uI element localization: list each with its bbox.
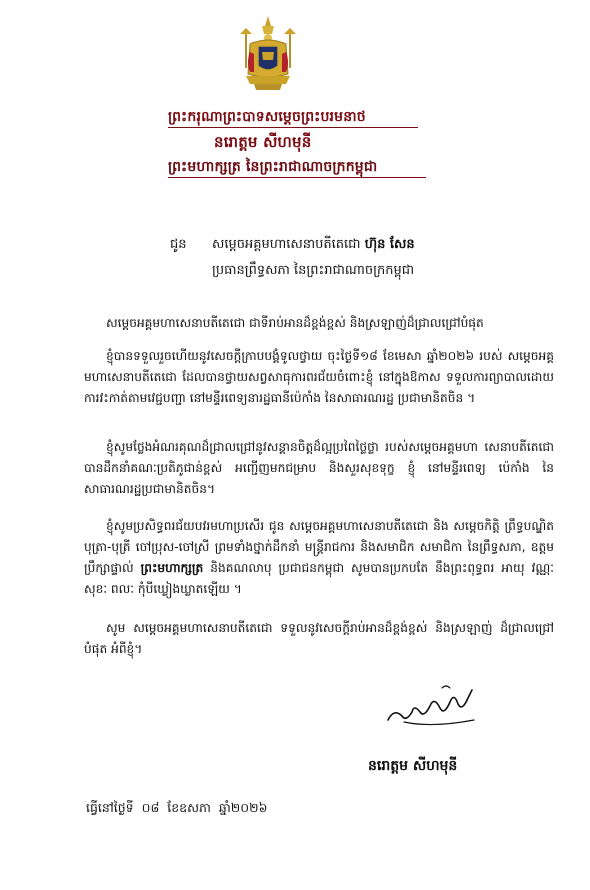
body-paragraph-2: ខ្ញុំសូមថ្លែងអំណរគុណដ៏ជ្រាលជ្រៅនូវសន្ដានចិត្តដ៏ល្អប្រពៃថ្លៃថ្លា របស់សម្ដេចអគ្គមហា សេនាបតីតេជោ បានដឹកនាំគណៈប្រតិភូជាន់ខ្ពស់ អញ្ជើញមកជម្រាប និងសួរសុខទុក្ខ ខ្ញុំ នៅមន្ទីរពេទ្យ ប៉េកាំង នៃសាធារណរដ្ឋប្រជាមានិតចិន។ [84, 440, 554, 496]
recipient-name-prefix: សម្ដេចអគ្គមហាសេនាបតីតេជោ [212, 237, 361, 252]
header-underline [168, 177, 426, 178]
closing-paragraph: សូម សម្ដេចអគ្គមហាសេនាបតីតេជោ ទទួលនូវសេចក្ដីរាប់អានដ៏ខ្ពង់ខ្ពស់ និងស្រឡាញ់ ដ៏ជ្រាលជ្រៅបំផុត អំពីខ្ញុំ។ [84, 621, 554, 656]
king-name: នរោត្ដម សីហមុនី [214, 133, 312, 151]
recipient-name [212, 236, 415, 255]
body-paragraph-1: ខ្ញុំបានទទួលរួចហើយនូវសេចក្ដីក្រាបបង្គំទូលថ្វាយ ចុះថ្ងៃទី១៨ ខែមេសា ឆ្នាំ២០២៦ របស់ សម្ដេចអគ្គមហាសេនាបតីតេជោ ដែលបានថ្វាយសព្វសាធុការពរជ័យចំពោះខ្ញុំ នៅក្នុងឱកាស ទទួលការព្យាបាលដោយការវះកាត់តាមវេជ្ជបញ្ជា នៅមន្ទីរពេទ្យនារដ្ឋធានីប៉េកាំង នៃសាធារណរដ្ឋ ប្រជាមានិតចិន ។ [84, 349, 554, 405]
royal-coat-of-arms-emblem [234, 14, 302, 92]
header-underline [168, 127, 418, 128]
recipient-title: ប្រធានព្រឹទ្ធសភា នៃព្រះរាជាណាចក្រកម្ពុជា [212, 263, 415, 278]
body-paragraph-3 [84, 516, 554, 600]
date-prefix: ធ្វើនៅថ្ងៃទី [86, 800, 134, 815]
royal-title-line: ព្រះករុណាព្រះបាទសម្ដេចព្រះបរមនាថ [168, 109, 366, 125]
body-paragraph-3-part-a: ខ្ញុំសូមប្រសិទ្ធពរជ័យបវរមហាប្រសើរ ជូន សម្ដេចអគ្គមហាសេនាបតីតេជោ និង សម្ដេចកិត្តិ ព្រឹទ្ធបណ្ឌិត បុត្រា-បុត្រី ចៅប្រុស-ចៅស្រី ព្រមទាំងថ្នាក់ដឹកនាំ មន្ត្រីរាជការ និងសមាជិក សមាជិកា នៃព្រឹទ្ធសភា, ឧត្ដមប្រឹក្សាផ្ទាល់ [84, 519, 554, 575]
recipient-label: ជូន [170, 237, 187, 252]
letter-date [86, 800, 267, 819]
body-paragraph-3-bold: ព្រះមហាក្សត្រ [140, 561, 204, 575]
salutation-paragraph: សម្ដេចអគ្គមហាសេនាបតីតេជោ ជាទីរាប់អានដ៏ខ្ពង់ខ្ពស់ និងស្រឡាញ់ដ៏ជ្រាលជ្រៅបំផុត [106, 316, 484, 330]
date-month-year: ខែឧសភា ឆ្នាំ២០២៦ [167, 800, 268, 815]
king-title-line: ព្រះមហាក្សត្រ នៃព្រះរាជាណាចក្រកម្ពុជា [168, 159, 378, 175]
body-paragraph-3-part-b: និងគណលាបុ ប្រជាជនកម្ពុជា សូមបានប្រកបតែ នឹងព្រះពុទ្ធពរ អាយុ វណ្ណៈ សុខៈ ពលៈ កុំបីឃ្លៀងឃ្លាតឡើយ ។ [84, 561, 555, 596]
date-day: ០៨ [141, 800, 160, 815]
handwritten-signature [384, 682, 480, 730]
signer-name: នរោត្ដម សីហមុនី [368, 758, 458, 774]
recipient-name-bold: ហ៊ុន សែន [364, 237, 415, 252]
